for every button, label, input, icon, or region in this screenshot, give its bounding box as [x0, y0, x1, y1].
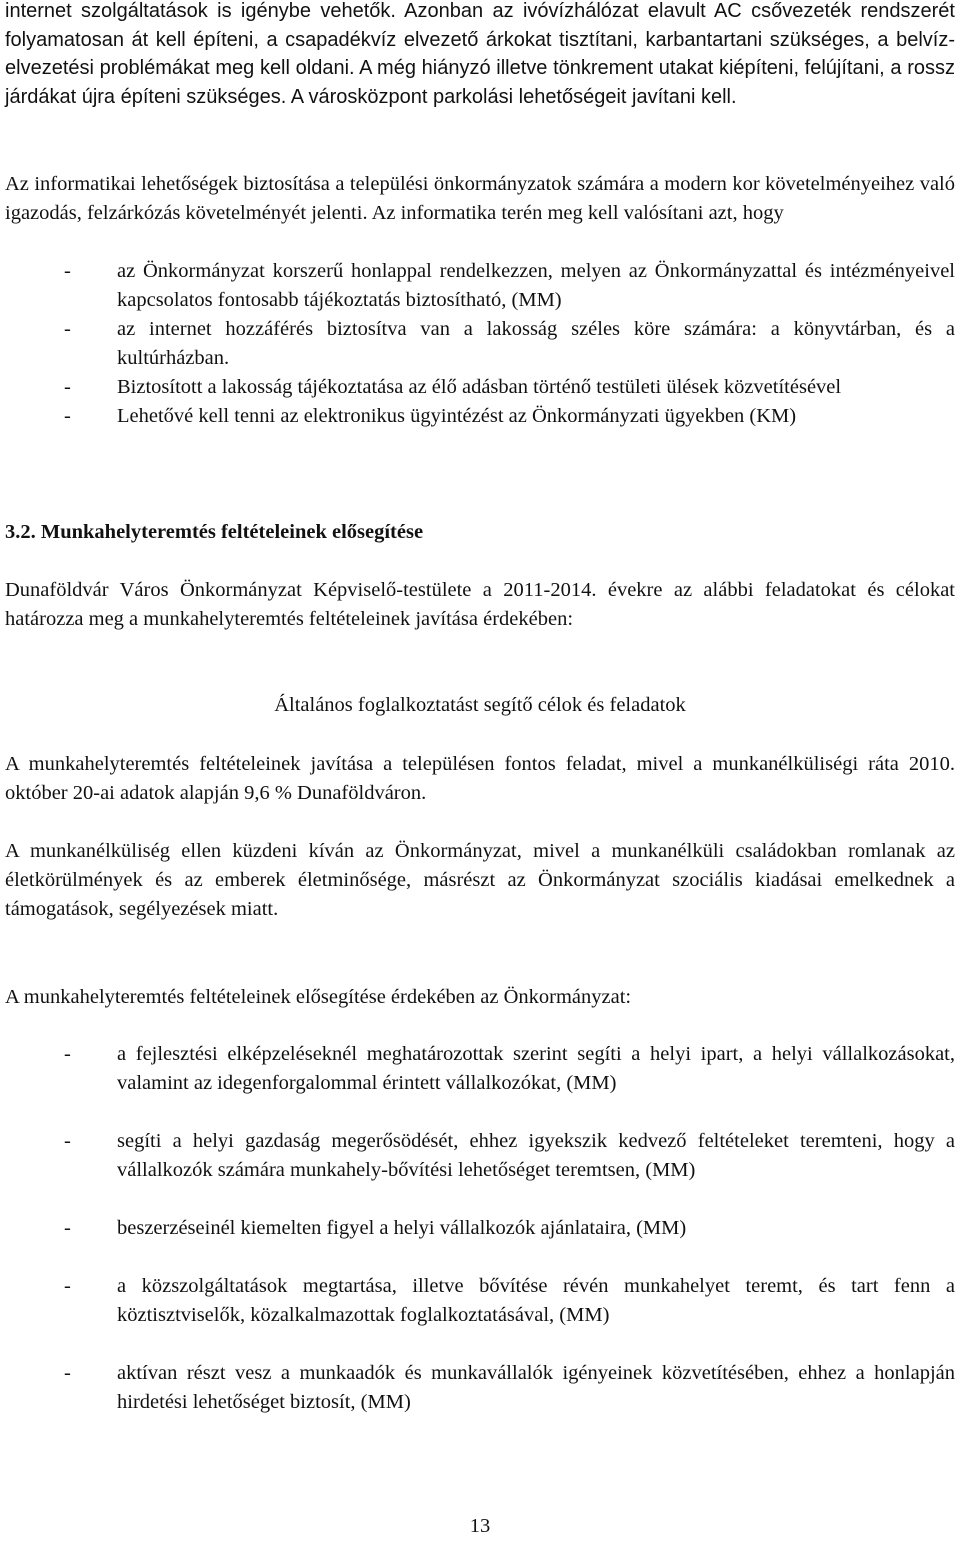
list-item: - Lehetővé kell tenni az elektronikus ügyintézést az Önkormányzati ügyekben (KM) — [64, 405, 797, 427]
employment-paragraph-1: A munkahelyteremtés feltételeinek javítása a településen fontos feladat, mivel a munkanélküliségi ráta 2010. október 20-ai adatok alapján 9,6 % Dunaföldváron. — [5, 753, 955, 804]
intro-paragraph: internet szolgáltatások is igénybe vehetők. Azonban az ivóvízhálózat elavult AC csővezeték rendszerét folyamatosan át kell építeni, a csapadékvíz elvezető árkokat tisztítani, karbantartani szükséges, a belvíz-elvezetési problémákat meg kell oldani. A még hiányzó illetve tönkrement utakat kiépíteni, felújítani, a rossz járdákat újra építeni szükséges. A városközpont parkolási lehetőségeit javítani kell. — [5, 0, 955, 108]
list-item: - beszerzéseinél kiemelten figyel a helyi vállalkozók ajánlataira, (MM) — [64, 1217, 687, 1239]
list-item: - Biztosított a lakosság tájékoztatása az élő adásban történő testületi ülések közvetítésével — [64, 376, 842, 398]
section-intro: Dunaföldvár Város Önkormányzat Képviselő-testülete a 2011-2014. évekre az alábbi feladatokat és célokat határozza meg a munkahelyteremtés feltételeinek javítása érdekében: — [5, 579, 955, 630]
list-item: - segíti a helyi gazdaság megerősödését, ehhez igyekszik kedvező feltételeket teremteni, hogy a vállalkozók számára munkahely-bővítési lehetőséget teremtsen, (MM) — [64, 1130, 955, 1181]
employment-paragraph-3: A munkahelyteremtés feltételeinek elősegítése érdekében az Önkormányzat: — [5, 986, 632, 1008]
section-title: Munkahelyteremtés feltételeinek elősegítése — [40, 521, 424, 543]
list-item: - aktívan részt vesz a munkaadók és munkavállalók igényeinek közvetítésében, ehhez a honlapján hirdetési lehetőséget biztosít, (MM) — [64, 1362, 955, 1413]
employment-paragraph-2: A munkanélküliség ellen küzdeni kíván az Önkormányzat, mivel a munkanélküli családokban romlanak az életkörülmények és az emberek életminősége, másrészt az Önkormányzat szociális kiadásai emelkednek a támogatások, segélyezések miatt. — [5, 840, 955, 920]
list-item: - a fejlesztési elképzeléseknél meghatározottak szerint segíti a helyi ipart, a helyi vállalkozásokat, valamint az idegenforgalommal érintett vállalkozókat, (MM) — [64, 1043, 955, 1094]
informatics-intro: Az informatikai lehetőségek biztosítása a települési önkormányzatok számára a modern kor követelményeihez való igazodás, felzárkózás követelményét jelenti. Az informatika terén meg kell valósítani azt, hogy — [5, 173, 955, 224]
list-item: - az internet hozzáférés biztosítva van a lakosság széles köre számára: a könyvtárban, és a kultúrházban. — [64, 318, 955, 369]
employment-list — [5, 1040, 955, 1446]
section-subtitle: Általános foglalkoztatást segítő célok és feladatok — [274, 694, 686, 716]
list-item: - az Önkormányzat korszerű honlappal rendelkezzen, melyen az Önkormányzattal és intézményeivel kapcsolatos fontosabb tájékoztatás biztosítható, (MM) — [64, 260, 955, 311]
informatics-list — [5, 257, 955, 431]
list-item: - a közszolgáltatások megtartása, illetve bővítése révén munkahelyet teremt, és tart fenn a köztisztviselők, közalkalmazottak foglalkoztatásával, (MM) — [64, 1275, 955, 1326]
page-number: 13 — [469, 1515, 491, 1537]
section-number: 3.2. — [5, 521, 36, 543]
section-heading — [5, 518, 423, 547]
